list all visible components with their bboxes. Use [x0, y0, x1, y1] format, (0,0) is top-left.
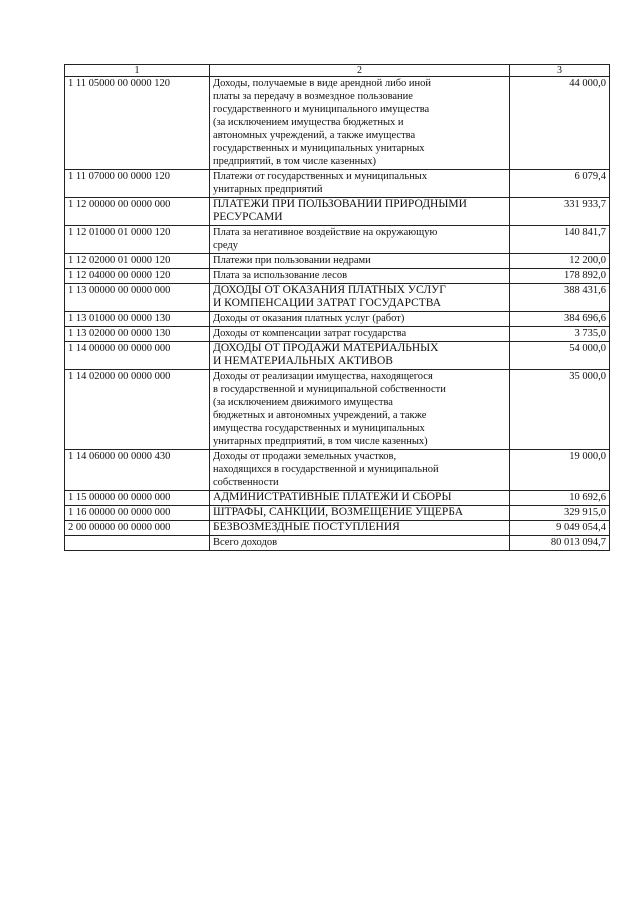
row-code: 1 14 02000 00 0000 000 — [65, 370, 210, 450]
row-amount: 10 692,6 — [510, 491, 610, 506]
table-row — [65, 327, 610, 342]
table-row — [65, 198, 610, 226]
row-amount: 12 200,0 — [510, 254, 610, 269]
row-amount: 331 933,7 — [510, 198, 610, 226]
table-row — [65, 269, 610, 284]
row-name: БЕЗВОЗМЕЗДНЫЕ ПОСТУПЛЕНИЯ — [210, 521, 510, 536]
row-code: 1 13 02000 00 0000 130 — [65, 327, 210, 342]
table-row — [65, 284, 610, 312]
total-code — [65, 536, 210, 551]
table-row — [65, 491, 610, 506]
row-name: Платежи от государственных и муниципальных унитарных предприятий — [210, 170, 510, 198]
row-name: Платежи при пользовании недрами — [210, 254, 510, 269]
row-code: 1 12 00000 00 0000 000 — [65, 198, 210, 226]
row-amount: 6 079,4 — [510, 170, 610, 198]
row-amount: 35 000,0 — [510, 370, 610, 450]
row-amount: 140 841,7 — [510, 226, 610, 254]
row-code: 1 15 00000 00 0000 000 — [65, 491, 210, 506]
row-name: ШТРАФЫ, САНКЦИИ, ВОЗМЕЩЕНИЕ УЩЕРБА — [210, 506, 510, 521]
table-row — [65, 226, 610, 254]
row-code: 1 14 00000 00 0000 000 — [65, 342, 210, 370]
row-amount: 44 000,0 — [510, 77, 610, 170]
row-code: 1 12 01000 01 0000 120 — [65, 226, 210, 254]
table-row — [65, 370, 610, 450]
row-amount: 3 735,0 — [510, 327, 610, 342]
row-code: 1 14 06000 00 0000 430 — [65, 450, 210, 491]
row-name: ДОХОДЫ ОТ ОКАЗАНИЯ ПЛАТНЫХ УСЛУГ И КОМПЕНСАЦИИ ЗАТРАТ ГОСУДАРСТВА — [210, 284, 510, 312]
row-amount: 384 696,6 — [510, 312, 610, 327]
header-col-1: 1 — [65, 65, 210, 77]
row-code: 1 12 02000 01 0000 120 — [65, 254, 210, 269]
row-name: Плата за использование лесов — [210, 269, 510, 284]
row-name: Доходы от компенсации затрат государства — [210, 327, 510, 342]
row-name: Доходы от оказания платных услуг (работ) — [210, 312, 510, 327]
table-body — [65, 77, 610, 536]
row-name: Плата за негативное воздействие на окружающую среду — [210, 226, 510, 254]
row-name: ПЛАТЕЖИ ПРИ ПОЛЬЗОВАНИИ ПРИРОДНЫМИ РЕСУРСАМИ — [210, 198, 510, 226]
row-name: ДОХОДЫ ОТ ПРОДАЖИ МАТЕРИАЛЬНЫХ И НЕМАТЕРИАЛЬНЫХ АКТИВОВ — [210, 342, 510, 370]
table-row — [65, 342, 610, 370]
total-label: Всего доходов — [210, 536, 510, 551]
row-name: Доходы от реализации имущества, находящегося в государственной и муниципальной собственности (за исключением движимого имущества бюджетных и автономных учреждений, а также имущества государственных и муниципальных унитарных предприятий, в том числе казенных) — [210, 370, 510, 450]
table-row — [65, 312, 610, 327]
row-amount: 178 892,0 — [510, 269, 610, 284]
row-name: Доходы, получаемые в виде арендной либо иной платы за передачу в возмездное пользование государственного и муниципального имущества (за исключением имущества бюджетных и автономных учреждений, а также имущества государственных и муниципальных унитарных предприятий, в том числе казенных) — [210, 77, 510, 170]
row-code: 1 16 00000 00 0000 000 — [65, 506, 210, 521]
row-amount: 54 000,0 — [510, 342, 610, 370]
total-amount: 80 013 094,7 — [510, 536, 610, 551]
row-code: 2 00 00000 00 0000 000 — [65, 521, 210, 536]
row-code: 1 11 05000 00 0000 120 — [65, 77, 210, 170]
row-code: 1 13 00000 00 0000 000 — [65, 284, 210, 312]
total-row — [65, 536, 610, 551]
row-amount: 388 431,6 — [510, 284, 610, 312]
row-code: 1 13 01000 00 0000 130 — [65, 312, 210, 327]
row-code: 1 12 04000 00 0000 120 — [65, 269, 210, 284]
header-col-3: 3 — [510, 65, 610, 77]
table-row — [65, 170, 610, 198]
revenue-table — [64, 64, 610, 551]
table-row — [65, 254, 610, 269]
row-amount: 329 915,0 — [510, 506, 610, 521]
table-row — [65, 450, 610, 491]
table-row — [65, 521, 610, 536]
table-row — [65, 77, 610, 170]
header-row — [65, 65, 610, 77]
row-amount: 19 000,0 — [510, 450, 610, 491]
header-col-2: 2 — [210, 65, 510, 77]
row-name: Доходы от продажи земельных участков, находящихся в государственной и муниципальной собственности — [210, 450, 510, 491]
table-row — [65, 506, 610, 521]
row-code: 1 11 07000 00 0000 120 — [65, 170, 210, 198]
row-amount: 9 049 054,4 — [510, 521, 610, 536]
row-name: АДМИНИСТРАТИВНЫЕ ПЛАТЕЖИ И СБОРЫ — [210, 491, 510, 506]
